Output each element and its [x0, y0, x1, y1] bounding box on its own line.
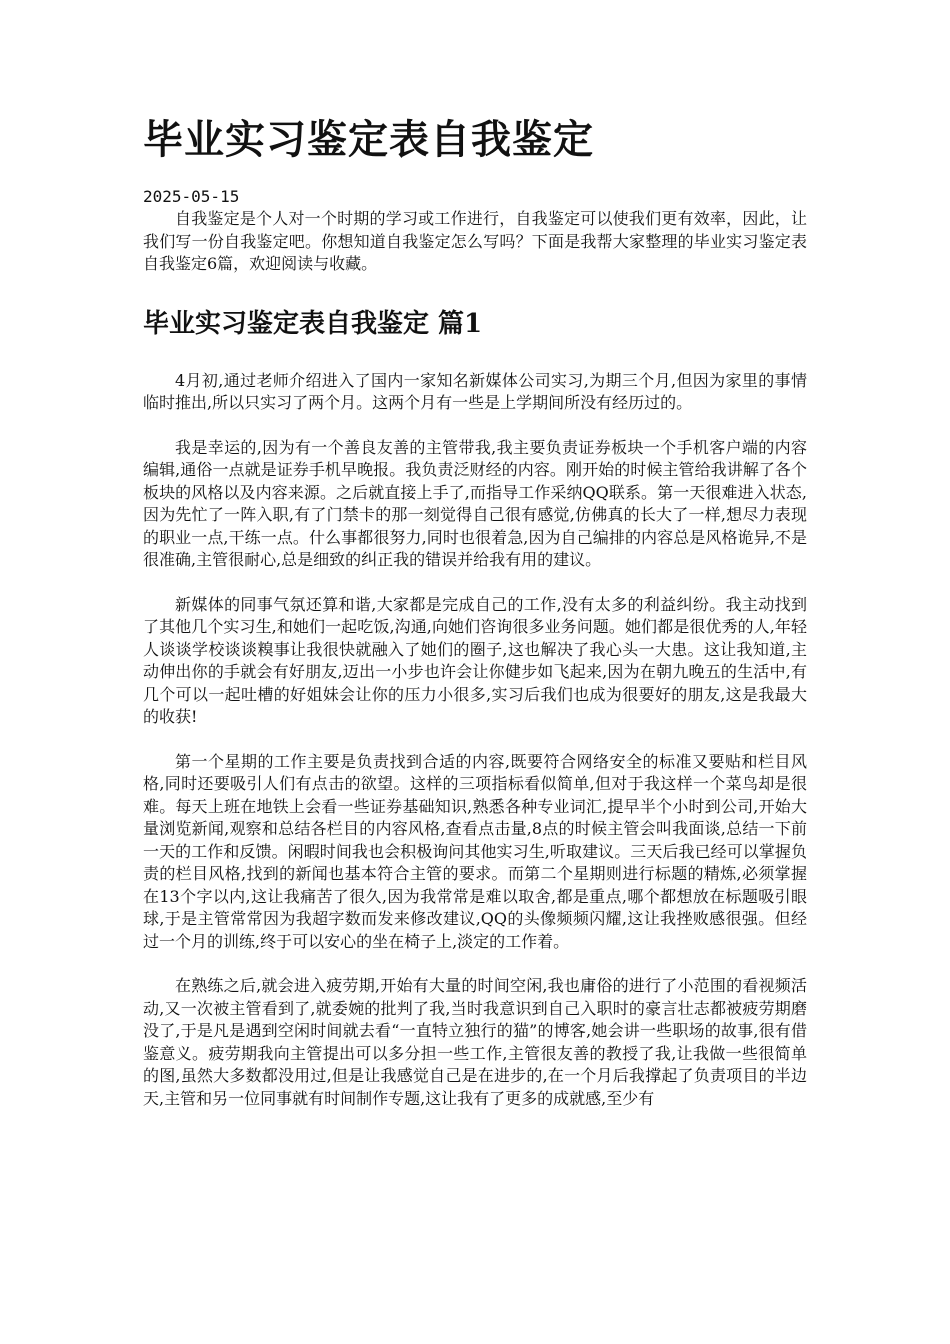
body-paragraph-5: 在熟练之后,就会进入疲劳期,开始有大量的时间空闲,我也庸俗的进行了小范围的看视频活动,又一次被主管看到了,就委婉的批判了我,当时我意识到自己入职时的豪言壮志都被疲劳期磨没了,于是凡是遇到空闲时间就去看“一直特立独行的猫”的博客,她会讲一些职场的故事,很有借鉴意义。疲劳期我向主管提出可以多分担一些工作,主管很友善的教授了我,让我做一些很简单的图,虽然大多数都没用过,但是让我感觉自己是在进步的,在一个月后我撑起了负责项目的半边天,主管和另一位同事就有时间制作专题,这让我有了更多的成就感,至少有: [143, 976, 807, 1108]
body-paragraph-3: 新媒体的同事气氛还算和谐,大家都是完成自己的工作,没有太多的利益纠纷。我主动找到了其他几个实习生,和她们一起吃饭,沟通,向她们咨询很多业务问题。她们都是很优秀的人,年轻人谈谈学校谈谈糗事让我很快就融入了她们的圈子,这也解决了我心头一大患。这让我知道,主动伸出你的手就会有好朋友,迈出一小步也许会让你健步如飞起来,因为在朝九晚五的生活中,有几个可以一起吐槽的好姐妹会让你的压力小很多,实习后我们也成为很要好的朋友,这是我最大的收获!: [143, 594, 807, 726]
document-title: 毕业实习鉴定表自我鉴定: [143, 116, 594, 163]
paragraph-spacer: [143, 572, 807, 594]
paragraph-spacer: [143, 415, 807, 437]
body-paragraph-4: 第一个星期的工作主要是负责找到合适的内容,既要符合网络安全的标准又要贴和栏目风格,同时还要吸引人们有点击的欲望。这样的三项指标看似简单,但对于我这样一个菜鸟却是很难。每天上班在地铁上会看一些证券基础知识,熟悉各种专业词汇,提早半个小时到公司,开始大量浏览新闻,观察和总结各栏目的内容风格,查看点击量,8点的时候主管会叫我面谈,总结一下前一天的工作和反馈。闲暇时间我也会积极询问其他实习生,听取建议。三天后我已经可以掌握负责的栏目风格,找到的新闻也基本符合主管的要求。而第二个星期则进行标题的精炼,必须掌握在13个字以内,这让我痛苦了很久,因为我常常是难以取舍,都是重点,哪个都想放在标题吸引眼球,于是主管常常因为我超字数而发来修改建议,QQ的头像频频闪耀,这让我挫败感很强。但经过一个月的训练,终于可以安心的坐在椅子上,淡定的工作着。: [143, 751, 807, 951]
intro-paragraph: 自我鉴定是个人对一个时期的学习或工作进行，自我鉴定可以使我们更有效率，因此，让我们写一份自我鉴定吧。你想知道自我鉴定怎么写吗？下面是我帮大家整理的毕业实习鉴定表自我鉴定6篇，欢迎阅读与收藏。: [143, 209, 807, 273]
body-paragraph-2: 我是幸运的,因为有一个善良友善的主管带我,我主要负责证券板块一个手机客户端的内容编辑,通俗一点就是证券手机早晚报。我负责泛财经的内容。刚开始的时候主管给我讲解了各个板块的风格以及内容来源。之后就直接上手了,而指导工作采纳QQ联系。第一天很难进入状态,因为先忙了一阵入职,有了门禁卡的那一刻觉得自己很有感觉,仿佛真的长大了一样,想尽力表现的职业一点,干练一点。什么事都很努力,同时也很着急,因为自己编排的内容总是风格诡异,不是很准确,主管很耐心,总是细致的纠正我的错误并给我有用的建议。: [143, 437, 807, 569]
document-page: [143, 112, 807, 1110]
paragraph-spacer: [143, 729, 807, 751]
paragraph-spacer: [143, 953, 807, 975]
document-date: 2025-05-15: [143, 187, 240, 206]
body-paragraph-1: 4月初,通过老师介绍进入了国内一家知名新媒体公司实习,为期三个月,但因为家里的事情临时推出,所以只实习了两个月。这两个月有一些是上学期间所没有经历过的。: [143, 370, 807, 412]
section-heading: 毕业实习鉴定表自我鉴定 篇1: [143, 308, 483, 339]
